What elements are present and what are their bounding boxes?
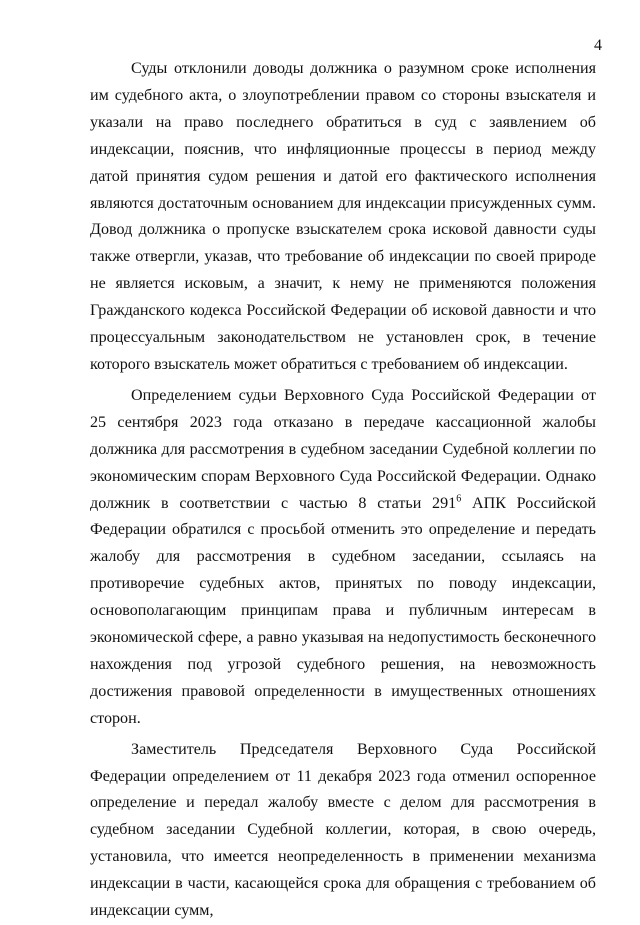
paragraph-2-text-after: АПК Российской Федерации обратился с просьбой отменить это определение и передать жалобу для рассмотрения в судебном заседании, ссылаясь на противоречие судебных актов, принятых по поводу индексации, основополагающим принципам права и публичным интересам в экономической сфере, а равно указывая на недопустимость бесконечного нахождения под угрозой судебного решения, на невозможность достижения правовой определенности в имущественных отношениях сторон. [90, 494, 596, 727]
paragraph-1: Суды отклонили доводы должника о разумном сроке исполнения им судебного акта, о злоупотреблении правом со стороны взыскателя и указали на право последнего обратиться в суд с заявлением об индексации, пояснив, что инфляционные процессы в период между датой принятия судом решения и датой его фактического исполнения являются достаточным основанием для индексации присужденных сумм. Довод должника о пропуске взыскателем срока исковой давности суды также отвергли, указав, что требование об индексации по своей природе не является исковым, а значит, к нему не применяются положения Гражданского кодекса Российской Федерации об исковой давности и что процессуальным законодательством не установлен срок, в течение которого взыскатель может обратиться с требованием об индексации. [90, 60, 596, 373]
article-superscript: 6 [456, 493, 462, 505]
paragraph-2 [90, 383, 596, 733]
document-body [90, 56, 596, 925]
page-number: 4 [594, 37, 602, 54]
paragraph-3: Заместитель Председателя Верховного Суда Российской Федерации определением от 11 декабря 2023 года отменил оспоренное определение и передал жалобу вместе с делом для рассмотрения в судебном заседании Судебной коллегии, которая, в свою очередь, установила, что имеется неопределенность в применении механизма индексации в части, касающейся срока для обращения с требованием об индексации сумм, [90, 740, 596, 920]
paragraph-2-text-before: Определением судьи Верховного Суда Российской Федерации от 25 сентября 2023 года отказано в передаче кассационной жалобы должника для рассмотрения в судебном заседании Судебной коллегии по экономическим спорам Верховного Суда Российской Федерации. Однако должник в соответствии с частью 8 статьи 291 [90, 386, 596, 512]
